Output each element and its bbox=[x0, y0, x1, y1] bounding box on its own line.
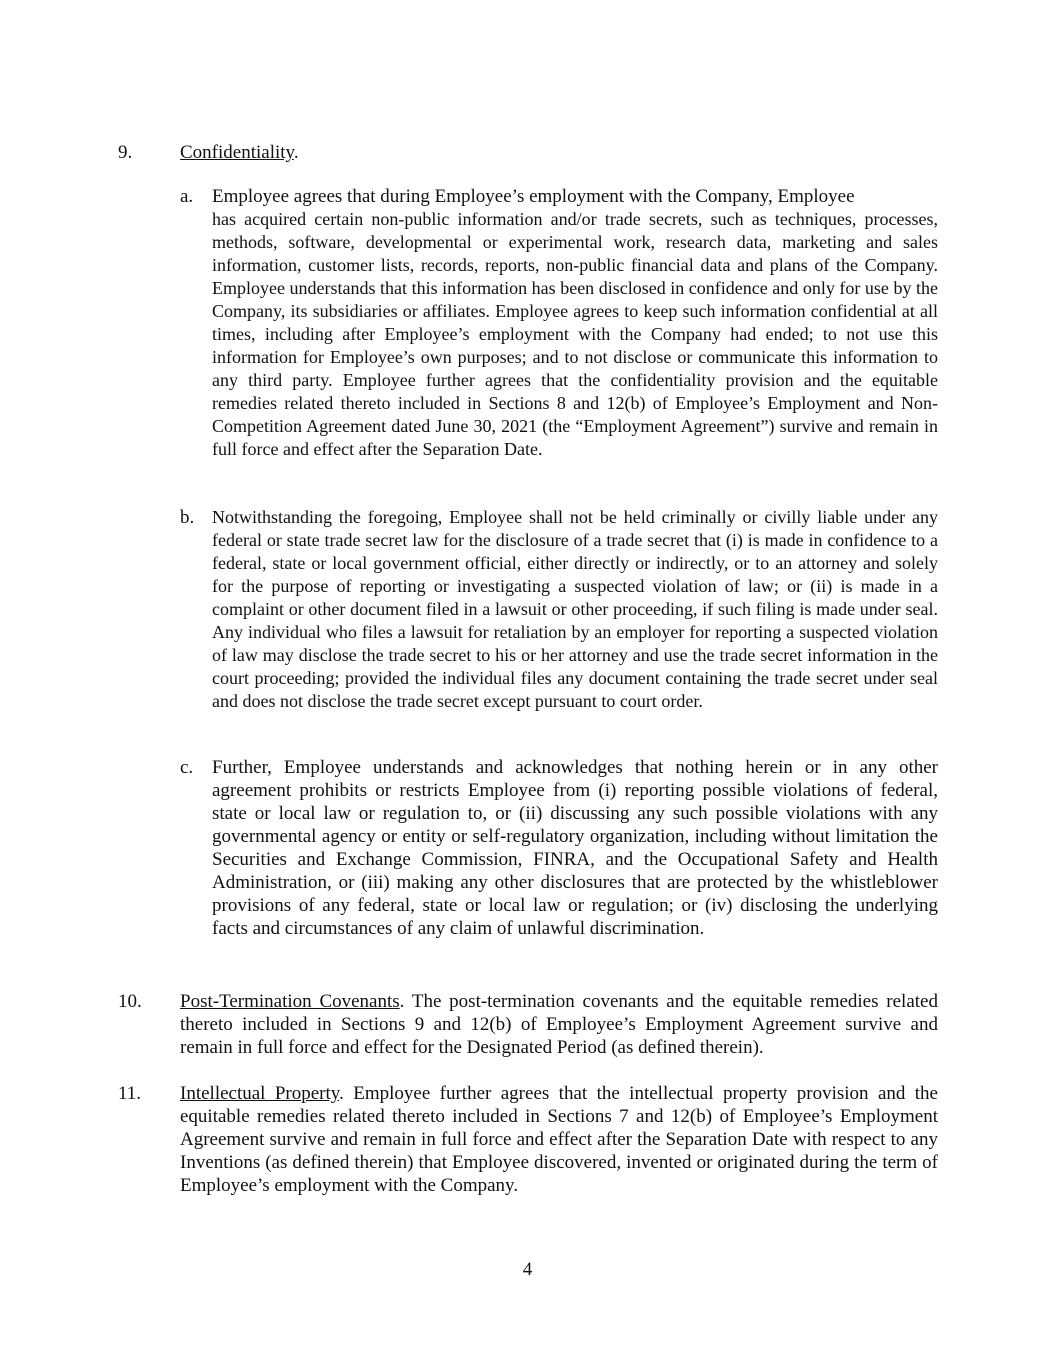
subsection-text: Further, Employee understands and acknowledges that nothing herein or in any other agreement prohibits or restricts Employee from (i) reporting possible violations of federal, state or local law or regulation to, or (ii) discussing any such possible violations with any governmental agency or entity or self-regulatory organization, including without limitation the Securities and Exchange Commission, FINRA, and the Occupational Safety and Health Administration, or (iii) making any other disclosures that are protected by the whistleblower provisions of any federal, state or local law or regulation; or (iv) disclosing the underlying facts and circumstances of any claim of unlawful discrimination. bbox=[212, 757, 938, 939]
section-9 bbox=[118, 141, 938, 164]
section-text: . Employee further agrees that the intellectual property provision and the equitable remedies related thereto included in Sections 7 and 12(b) of Employee’s Employment Agreement survive and remain in full force and effect after the Separation Date with respect to any Inventions (as defined therein) that Employee discovered, invented or originated during the term of Employee’s employment with the Company. bbox=[180, 1083, 938, 1196]
section-number: 9. bbox=[118, 142, 133, 163]
subsection-letter: c. bbox=[180, 757, 194, 778]
section-heading-line bbox=[180, 141, 938, 164]
section-heading-suffix: . bbox=[293, 142, 299, 163]
section-paragraph bbox=[180, 990, 938, 1059]
subsection-letter: a. bbox=[180, 186, 194, 207]
subsection-lead-text: Employee agrees that during Employee’s employment with the Company, Employee bbox=[212, 186, 855, 207]
section-heading: Post-Termination Covenants bbox=[180, 991, 400, 1012]
section-11 bbox=[118, 1082, 938, 1197]
section-text: . The post-termination covenants and the equitable remedies related thereto included in Sections 9 and 12(b) of Employee’s Employment Agreement survive and remain in full force and effect for the Designated Period (as defined therein). bbox=[180, 991, 938, 1058]
section-paragraph bbox=[180, 1082, 938, 1197]
section-10 bbox=[118, 990, 938, 1059]
section-heading: Confidentiality bbox=[180, 142, 294, 163]
section-number: 11. bbox=[118, 1083, 142, 1104]
subsection-text: Notwithstanding the foregoing, Employee shall not be held criminally or civilly liable under any federal or state trade secret law for the disclosure of a trade secret that (i) is made in confidence to a federal, state or local government official, either directly or indirectly, or to an attorney and solely for the purpose of reporting or investigating a suspected violation of law; or (ii) is made in a complaint or other document filed in a lawsuit or other proceeding, if such filing is made under seal. Any individual who files a lawsuit for retaliation by an employer for reporting a suspected violation of law may disclose the trade secret to his or her attorney and use the trade secret information in the court proceeding; provided the individual files any document containing the trade secret under seal and does not disclose the trade secret except pursuant to court order. bbox=[212, 507, 938, 711]
subsection-9c bbox=[180, 756, 938, 940]
subsection-text: has acquired certain non-public information and/or trade secrets, such as techniques, processes, methods, software, developmental or experimental work, research data, marketing and sales information, customer lists, records, reports, non-public financial data and plans of the Company. Employee understands that this information has been disclosed in confidence and only for use by the Company, its subsidiaries or affiliates. Employee agrees to keep such information confidential at all times, including after Employee’s employment with the Company had ended; to not use this information for Employee’s own purposes; and to not disclose or communicate this information to any third party. Employee further agrees that the confidentiality provision and the equitable remedies related thereto included in Sections 8 and 12(b) of Employee’s Employment and Non-Competition Agreement dated June 30, 2021 (the “Employment Agreement”) survive and remain in full force and effect after the Separation Date. bbox=[212, 209, 938, 459]
subsection-9b bbox=[180, 506, 938, 713]
subsection-letter: b. bbox=[180, 507, 195, 528]
page-number: 4 bbox=[522, 1259, 533, 1280]
subsection-9a bbox=[180, 185, 938, 461]
section-number: 10. bbox=[118, 991, 142, 1012]
section-heading: Intellectual Property bbox=[180, 1083, 340, 1104]
